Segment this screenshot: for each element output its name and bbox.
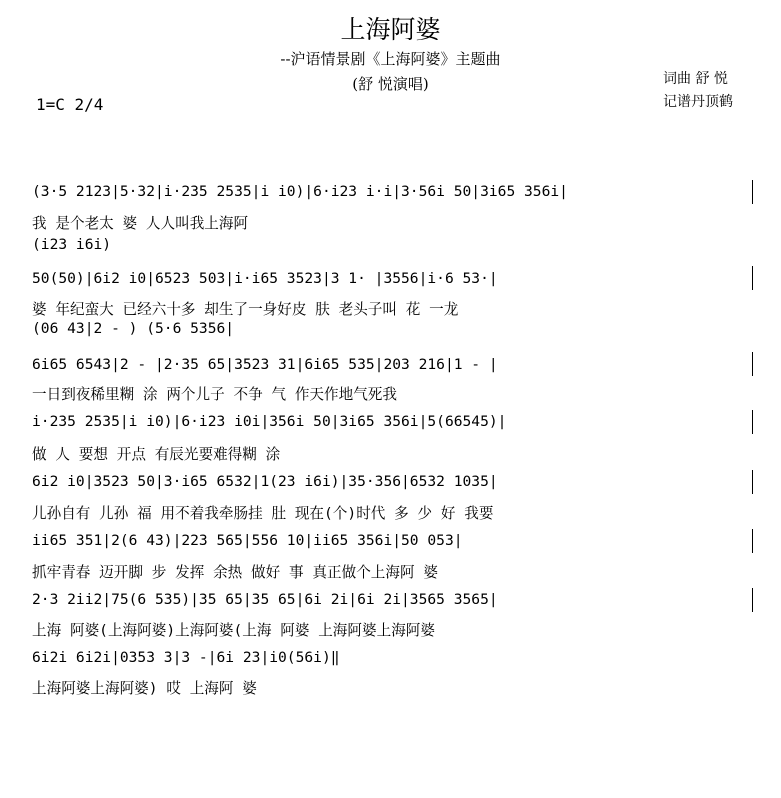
notation-line: 6i2 i0|3523 50|3·i65 6532|1(23 i6i)|35·356|6532 1035| bbox=[32, 473, 498, 490]
notation-line: 50(50)|6i2 i0|6523 503|i·i65 3523|3 1· |3556|i·6 53·| bbox=[32, 270, 498, 287]
lyrics-line: 上海 阿婆(上海阿婆)上海阿婆(上海 阿婆 上海阿婆上海阿婆 bbox=[32, 622, 435, 639]
page-title: 上海阿婆 bbox=[340, 15, 441, 44]
key-signature: 1=C 2/4 bbox=[36, 95, 104, 114]
lyrics-line: 抓牢青春 迈开脚 步 发挥 余热 做好 事 真正做个上海阿 婆 bbox=[32, 564, 438, 581]
line-end-barline bbox=[752, 410, 753, 434]
notation-line: ii65 351|2(6 43)|223 565|556 10|ii65 356i|50 053| bbox=[32, 532, 463, 549]
notation-line: 6i65 6543|2 - |2·35 65|3523 31|6i65 535|203 216|1 - | bbox=[32, 356, 498, 373]
lyrics-line: 婆 年纪蛮大 已经六十多 却生了一身好皮 肤 老头子叫 花 一龙 bbox=[32, 301, 459, 318]
lyrics-line: 一日到夜稀里糊 涂 两个儿子 不争 气 作天作地气死我 bbox=[32, 386, 397, 403]
notation-line: 2·3 2ii2|75(6 535)|35 65|35 65|6i 2i|6i 2i|3565 3565| bbox=[32, 591, 498, 608]
alt-notation-line: (06 43|2 - ) (5·6 5356| bbox=[32, 320, 235, 337]
line-end-barline bbox=[752, 180, 753, 204]
line-end-barline bbox=[752, 529, 753, 553]
line-end-barline bbox=[752, 266, 753, 290]
line-end-barline bbox=[752, 352, 753, 376]
alt-notation-line: (i23 i6i) bbox=[32, 236, 112, 253]
notation-line: (3·5 2123|5·32|i·235 2535|i i0)|6·i23 i·i|3·56i 50|3i65 356i| bbox=[32, 183, 568, 200]
notation-line: i·235 2535|i i0)|6·i23 i0i|356i 50|3i65 356i|5(66545)| bbox=[32, 413, 507, 430]
lyrics-line: 儿孙自有 儿孙 福 用不着我牵肠挂 肚 现在(个)时代 多 少 好 我要 bbox=[32, 505, 494, 522]
lyrics-line: 我 是个老太 婆 人人叫我上海阿 bbox=[32, 215, 249, 232]
notation-line: 6i2i 6i2i|0353 3|3 -|6i 23|i0(56i)‖ bbox=[32, 649, 340, 666]
credit-notation: 记谱丹顶鹤 bbox=[663, 94, 733, 110]
lyrics-line: 做 人 要想 开点 有辰光要难得糊 涂 bbox=[32, 446, 281, 463]
singer-credit: (舒 悦演唱) bbox=[352, 75, 429, 93]
lyrics-line: 上海阿婆上海阿婆) 哎 上海阿 婆 bbox=[32, 680, 257, 697]
credit-words-music: 词曲 舒 悦 bbox=[663, 71, 728, 87]
subtitle: --沪语情景剧《上海阿婆》主题曲 bbox=[280, 50, 501, 68]
line-end-barline bbox=[752, 470, 753, 494]
line-end-barline bbox=[752, 588, 753, 612]
